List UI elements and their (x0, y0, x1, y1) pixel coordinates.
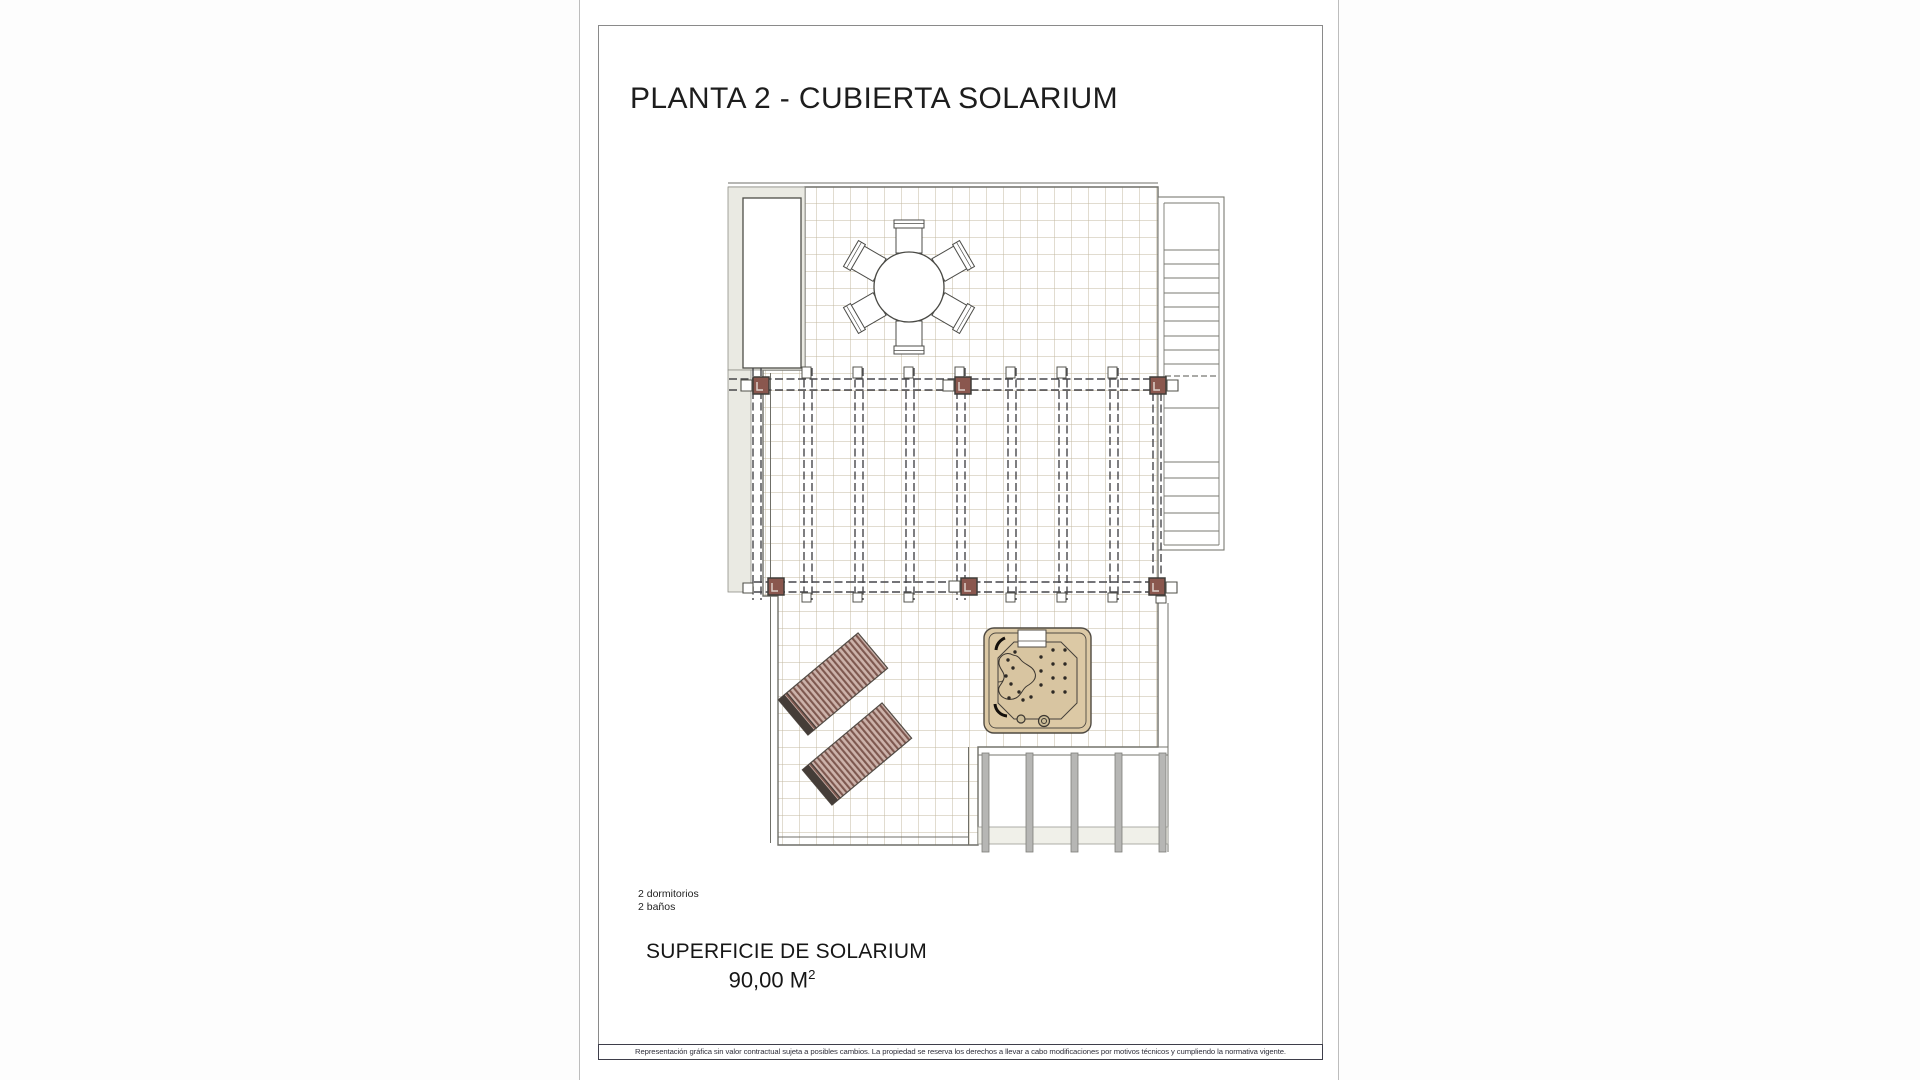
document-page (579, 0, 1339, 1080)
jacuzzi (984, 628, 1091, 733)
area-label: SUPERFICIE DE SOLARIUM (646, 940, 927, 963)
pillow (1018, 630, 1046, 647)
summary-bedrooms: 2 dormitorios (638, 888, 699, 900)
staircase (1158, 197, 1224, 550)
disclaimer-text: Representación gráfica sin valor contractual sujeta a posibles cambios. La propiedad se reserva los derechos a llevar a cabo modificaciones por motivos técnicos y cumpliendo la normativa vigente. (598, 1044, 1323, 1060)
summary-bathrooms: 2 baños (638, 901, 676, 913)
floor-plan-drawing (580, 0, 1338, 1080)
summary-block (638, 888, 699, 914)
table (874, 252, 944, 322)
plan-title: PLANTA 2 - CUBIERTA SOLARIUM (630, 82, 1118, 115)
area-superscript: 2 (808, 967, 816, 982)
area-block (646, 940, 927, 993)
area-value: 90,00 $M^2$ (728, 967, 816, 993)
roof-columns-structure (978, 747, 1168, 852)
